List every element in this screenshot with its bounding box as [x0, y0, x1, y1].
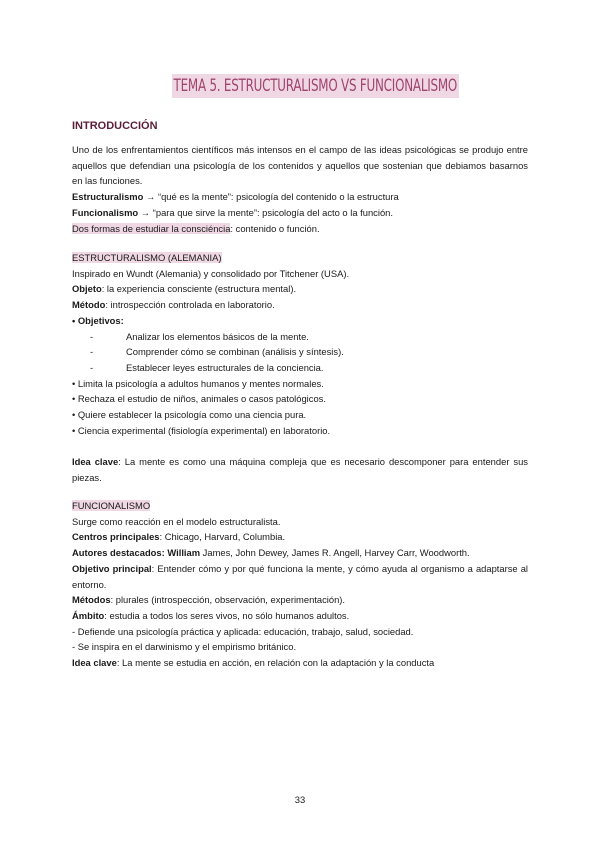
dash: -	[90, 361, 94, 373]
text: Analizar los elementos básicos de la mente.	[126, 330, 309, 342]
label: Estructuralismo	[72, 191, 144, 203]
centros-line	[72, 529, 528, 545]
label: Método	[72, 299, 106, 311]
objetivos-label: • Objetivos:	[72, 314, 124, 326]
document-title: TEMA 5. ESTRUCTURALISMO VS FUNCIONALISMO	[173, 76, 458, 96]
page-number: 33	[294, 794, 306, 805]
highlighted-text: Dos formas de estudiar la consciéncia	[72, 222, 231, 234]
label: Objetivo principal	[72, 562, 152, 574]
list-item: - Defiende una psicología práctica y aplicada: educación, trabajo, salud, sociedad.	[72, 625, 414, 637]
text: Establecer leyes estructurales de la conciencia.	[126, 361, 324, 373]
dos-formas-line	[72, 221, 528, 237]
bullet-item: • Quiere establecer la psicología como una ciencia pura.	[72, 409, 307, 421]
autores-line	[72, 545, 528, 561]
label: Funcionalismo	[72, 206, 139, 218]
intro-section	[72, 142, 528, 236]
idea-clave	[72, 655, 528, 671]
estructuralismo-heading: ESTRUCTURALISMO (ALEMANIA)	[72, 252, 222, 263]
objetivo-item	[72, 329, 528, 345]
bullet-item: • Limita la psicología a adultos humanos y mentes normales.	[72, 377, 324, 389]
label: Autores destacados: William	[72, 547, 201, 559]
text: : La mente se estudia en acción, en relación con la adaptación y la conducta	[116, 657, 435, 669]
text: : la experiencia consciente (estructura mental).	[101, 283, 297, 295]
label: Ámbito	[72, 609, 105, 621]
dash: -	[90, 346, 94, 358]
text: Comprender cómo se combinan (análisis y síntesis).	[126, 346, 344, 358]
text: James, John Dewey, James R. Angell, Harvey Carr, Woodworth.	[200, 547, 470, 559]
metodo-line	[72, 297, 528, 313]
bullet-item: • Rechaza el estudio de niños, animales o casos patológicos.	[72, 393, 326, 405]
funcionalismo-heading: FUNCIONALISMO	[72, 500, 151, 511]
label: Idea clave	[72, 456, 119, 468]
label: Métodos	[72, 594, 111, 606]
label: Centros principales	[72, 531, 160, 543]
label: Objeto	[72, 283, 102, 295]
bullet-item: • Ciencia experimental (fisiología experimental) en laboratorio.	[72, 424, 331, 436]
text: : estudia a todos los seres vivos, no sólo humanos adultos.	[104, 609, 350, 621]
surge-line: Surge como reacción en el modelo estructuralista.	[72, 515, 281, 527]
intro-heading: INTRODUCCIÓN	[72, 120, 158, 132]
funcionalismo-section	[72, 498, 528, 671]
intro-paragraph: Uno de los enfrentamientos científicos más intensos en el campo de las ideas psicológicas se produjo entre aquellos que defendian una psicología de los contenidos y aquellos que sostenian que debiamos basarnos en las funciones.	[72, 144, 528, 187]
text: : contenido o función.	[230, 222, 320, 234]
estructuralismo-definition	[72, 189, 528, 205]
text: : plurales (introspección, observación, experimentación).	[110, 594, 346, 606]
objetivo-item	[72, 360, 528, 376]
metodos-line	[72, 592, 528, 608]
funcionalismo-definition	[72, 205, 528, 221]
label: Idea clave	[72, 657, 117, 669]
text: → “para que sirve la mente”: psicología del acto o la función.	[138, 206, 393, 218]
estructuralismo-section	[72, 250, 528, 486]
list-item: - Se inspira en el darwinismo y el empirismo británico.	[72, 641, 297, 653]
objeto-line	[72, 281, 528, 297]
text: : introspección controlada en laboratorio.	[105, 299, 275, 311]
objetivo-item	[72, 344, 528, 360]
objetivo-principal	[72, 561, 528, 592]
text: → “qué es la mente”: psicología del contenido o la estructura	[143, 191, 399, 203]
text: : La mente es como una máquina compleja que es necesario descomponer para entender sus piezas.	[72, 456, 528, 483]
text: : Entender cómo y por qué funciona la mente, y cómo ayuda al organismo a adaptarse al entorno.	[72, 562, 529, 590]
ambito-line	[72, 608, 528, 624]
text: : Chicago, Harvard, Columbia.	[159, 531, 286, 543]
idea-clave	[72, 454, 528, 485]
dash: -	[90, 330, 94, 342]
inspirado-line: Inspirado en Wundt (Alemania) y consolidado por Titchener (USA).	[72, 267, 350, 279]
